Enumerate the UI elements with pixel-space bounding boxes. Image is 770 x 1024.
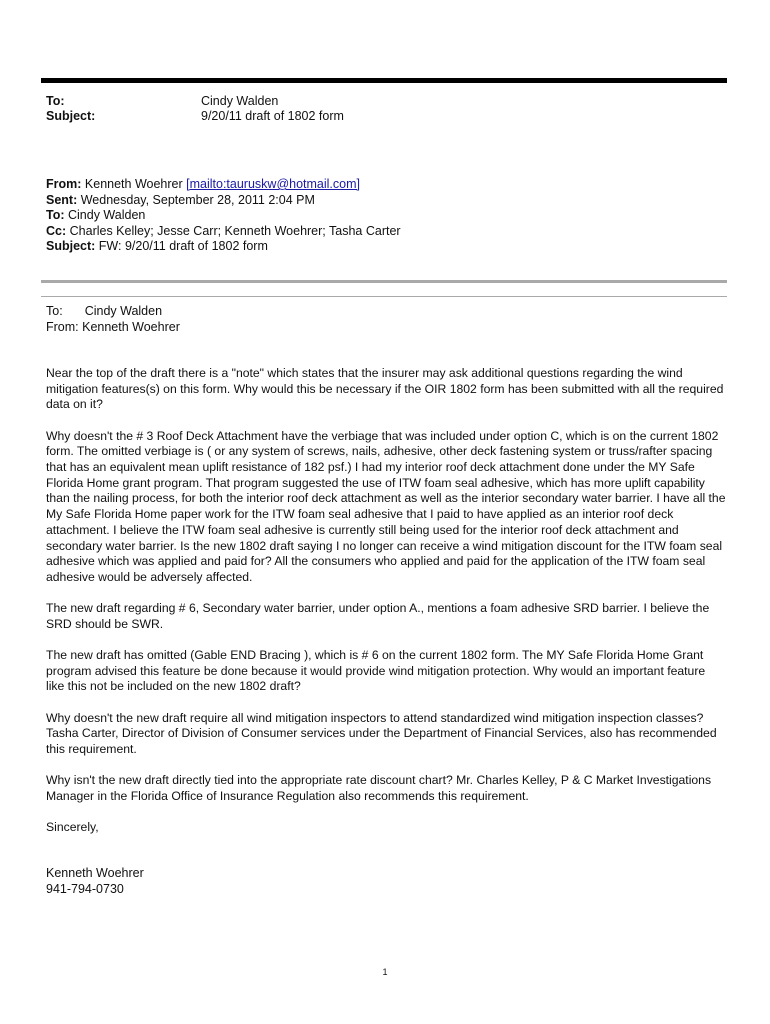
email-body — [46, 366, 726, 851]
outer-subject-value: 9/20/11 draft of 1802 form — [201, 109, 344, 123]
forwarded-header — [46, 177, 401, 255]
paragraph-gable-end-bracing: The new draft has omitted (Gable END Bracing ), which is # 6 on the current 1802 form. The MY Safe Florida Home Grant program advised this feature be done because it would provide wind mitigation protection. Why would an important feature like this not be included on the new 1802 draft? — [46, 648, 706, 694]
outer-subject-row — [46, 109, 344, 124]
fwd-cc-value: Charles Kelley; Jesse Carr; Kenneth Woehrer; Tasha Carter — [69, 223, 401, 238]
separator-thin-rule — [41, 296, 727, 297]
memo-header — [46, 304, 180, 335]
separator-rule — [41, 280, 727, 283]
paragraph-roof-deck: Why doesn't the # 3 Roof Deck Attachment have the verbiage that was included under option C, which is on the current 1802 form. The omitted verbiage is ( or any system of screws, nails, adhesive, other deck fastening system or truss/rafter spacing that has an equivalent mean uplift resistance of 182 psf.) I had my interior roof deck attachment done under the MY Safe Florida Home grant program. That program suggested the use of ITW foam seal adhesive, which has more uplift capability than the nailing process, for both the interior roof deck attachment as well as the interior secondary water barrier. I have all the My Safe Florida Home paper work for the ITW foam seal adhesive that I paid to have applied as an interior roof deck attachment. I believe the ITW foam seal adhesive is currently still being used for the interior roof deck attachment and secondary water barrier. Is the new 1802 draft saying I no longer can receive a wind mitigation discount for the ITW foam seal adhesive which was applied and paid for? All the consumers who applied and paid for the application of the ITW foam seal adhesive would be adversely affected. — [46, 428, 726, 584]
memo-from-line: From: Kenneth Woehrer — [46, 319, 180, 334]
signature-phone: 941-794-0730 — [46, 881, 124, 896]
fwd-cc-line — [46, 224, 401, 240]
paragraph-inspector-classes: Why doesn't the new draft require all wind mitigation inspectors to attend standardized wind mitigation inspection classes? Tasha Carter, Director of Division of Consumer services under the Department of Financial Services, also has recommended this requirement. — [46, 710, 717, 757]
fwd-subject-line — [46, 239, 401, 255]
fwd-subject-label: Subject: — [46, 239, 96, 253]
fwd-to-label: To: — [46, 208, 65, 222]
memo-to-line — [46, 304, 180, 320]
fwd-sent-label: Sent: — [46, 192, 78, 207]
outer-subject-label: Subject: — [46, 109, 96, 123]
outer-to-row — [46, 94, 279, 109]
fwd-subject-value: FW: 9/20/11 draft of 1802 form — [98, 239, 268, 253]
fwd-from-name: Kenneth Woehrer — [84, 177, 183, 191]
page-number: 1 — [382, 967, 388, 977]
fwd-from-mailto-link[interactable]: [mailto:tauruskw@hotmail.com] — [186, 177, 360, 191]
fwd-to-line — [46, 208, 401, 224]
signature-name: Kenneth Woehrer — [46, 866, 144, 880]
fwd-from-line — [46, 177, 401, 193]
closing: Sincerely, — [46, 820, 99, 835]
paragraph-secondary-water-barrier: The new draft regarding # 6, Secondary water barrier, under option A., mentions a foam adhesive SRD barrier. I believe the SRD should be SWR. — [46, 601, 710, 631]
outer-to-label: To: — [46, 94, 65, 108]
fwd-cc-label: Cc: — [46, 223, 67, 238]
paragraph-note-question: Near the top of the draft there is a "note" which states that the insurer may ask additional questions regarding the wind mitigation features(s) on this form. Why would this be necessary if the OIR 1802 form has been submitted with all the required data on it? — [46, 366, 724, 412]
fwd-from-label: From: — [46, 177, 82, 191]
fwd-sent-line — [46, 193, 401, 209]
top-rule — [41, 78, 727, 83]
memo-to-value: Cindy Walden — [84, 304, 163, 318]
fwd-sent-value: Wednesday, September 28, 2011 2:04 PM — [80, 192, 315, 207]
signature — [46, 866, 144, 897]
memo-to-label: To: — [46, 304, 63, 318]
outer-to-value: Cindy Walden — [201, 94, 279, 108]
fwd-to-value: Cindy Walden — [68, 208, 146, 222]
paragraph-rate-discount-chart: Why isn't the new draft directly tied into the appropriate rate discount chart? Mr. Charles Kelley, P & C Market Investigations Manager in the Florida Office of Insurance Regulation also recommends this requirement. — [46, 773, 712, 803]
